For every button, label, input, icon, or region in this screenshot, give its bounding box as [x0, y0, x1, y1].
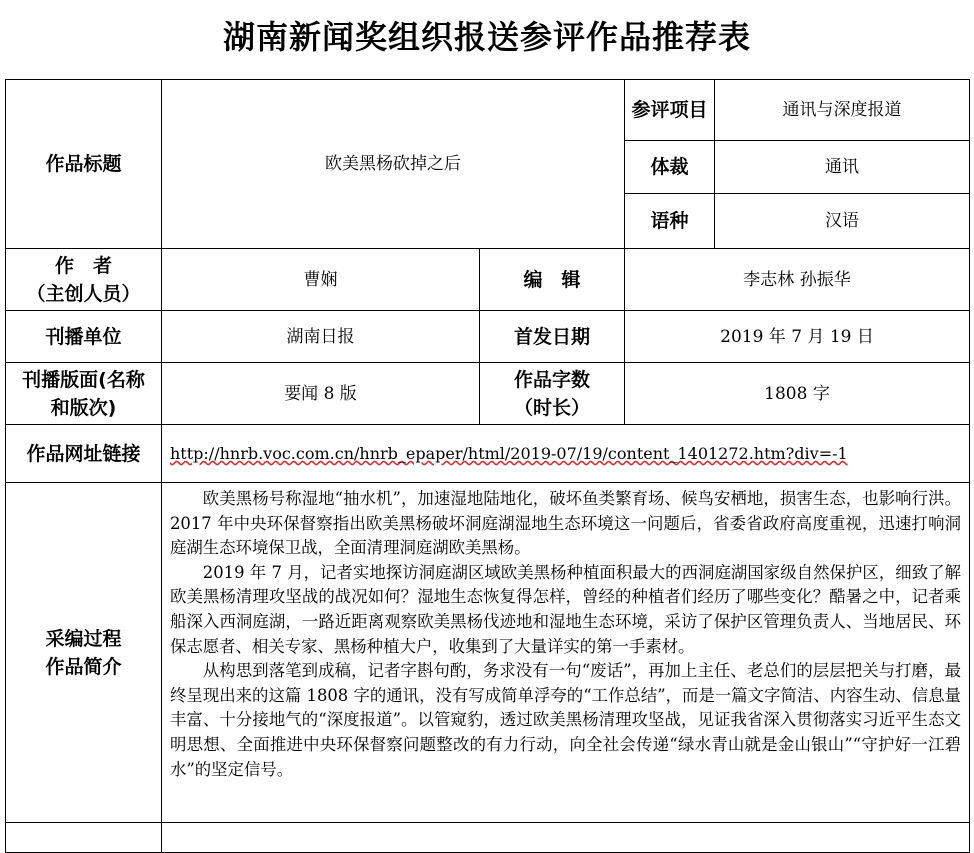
author-label	[6, 249, 162, 311]
next-row-label	[6, 823, 162, 853]
summary-label-line1: 采编过程	[45, 627, 122, 650]
word-count-label-line1: 作品字数	[513, 368, 590, 391]
edition-label-line1: 刊播版面(名称	[22, 368, 145, 391]
summary-label-line2: 作品简介	[45, 655, 122, 678]
edition-label	[6, 363, 162, 425]
edition-value: 要闻 8 版	[162, 363, 480, 425]
work-title-label: 作品标题	[6, 80, 162, 249]
language-label: 语种	[625, 194, 715, 249]
summary-label	[6, 483, 162, 823]
word-count-value: 1808 字	[625, 363, 970, 425]
edition-label-line2: 和版次)	[50, 396, 117, 419]
word-count-label-line2: （时长）	[513, 396, 590, 419]
word-count-label	[480, 363, 625, 425]
author-label-line1: 作 者	[54, 254, 112, 277]
genre-value: 通讯	[715, 141, 970, 194]
recommendation-form-table	[5, 79, 970, 853]
author-value: 曹娴	[162, 249, 480, 311]
url-value[interactable]	[162, 425, 970, 483]
author-label-line2: （主创人员）	[26, 282, 141, 305]
category-value: 通讯与深度报道	[715, 80, 970, 141]
category-label: 参评项目	[625, 80, 715, 141]
first-date-label: 首发日期	[480, 311, 625, 363]
work-title-value: 欧美黑杨砍掉之后	[162, 80, 625, 249]
first-date-value: 2019 年 7 月 19 日	[625, 311, 970, 363]
publisher-value: 湖南日报	[162, 311, 480, 363]
summary-paragraph-1: 欧美黑杨号称湿地“抽水机”，加速湿地陆地化，破坏鱼类繁育场、候鸟安栖地，损害生态，也影响行洪。2017 年中央环保督察指出欧美黑杨破坏洞庭湖湿地生态环境这一问题后，省委省政府高度重视，迅速打响洞庭湖生态环境保卫战，全面清理洞庭湖欧美黑杨。	[170, 489, 961, 558]
language-value: 汉语	[715, 194, 970, 249]
next-row-value	[162, 823, 970, 853]
genre-label: 体裁	[625, 141, 715, 194]
summary-text	[162, 483, 970, 823]
summary-paragraph-3: 从构思到落笔到成稿，记者字斟句酌，务求没有一句“废话”，再加上主任、老总们的层层把关与打磨，最终呈现出来的这篇 1808 字的通讯，没有写成简单浮夸的“工作总结”，而是一篇文字简洁、内容生动、信息量丰富、十分接地气的“深度报道”。以管窥豹，透过欧美黑杨清理攻坚战，见证我省深入贯彻落实习近平生态文明思想、全面推进中央环保督察问题整改的有力行动，向全社会传递“绿水青山就是金山银山”“守护好一江碧水”的坚定信号。	[170, 661, 961, 779]
page-title: 湖南新闻奖组织报送参评作品推荐表	[222, 18, 751, 56]
editor-value: 李志林 孙振华	[625, 249, 970, 311]
editor-label: 编 辑	[480, 249, 625, 311]
publisher-label: 刊播单位	[6, 311, 162, 363]
url-label: 作品网址链接	[6, 425, 162, 483]
summary-paragraph-2: 2019 年 7 月，记者实地探访洞庭湖区域欧美黑杨种植面积最大的西洞庭湖国家级自然保护区，细致了解欧美黑杨清理攻坚战的战况如何？湿地生态恢复得怎样，曾经的种植者们经历了哪些变化？酷暑之中，记者乘船深入西洞庭湖，一路近距离观察欧美黑杨伐迹地和湿地生态环境，采访了保护区管理负责人、当地居民、环保志愿者、相关专家、黑杨种植大户，收集到了大量详实的第一手素材。	[170, 562, 961, 656]
url-link[interactable]: http://hnrb.voc.com.cn/hnrb_epaper/html/2019-07/19/content_1401272.htm?div=-1	[170, 444, 848, 463]
